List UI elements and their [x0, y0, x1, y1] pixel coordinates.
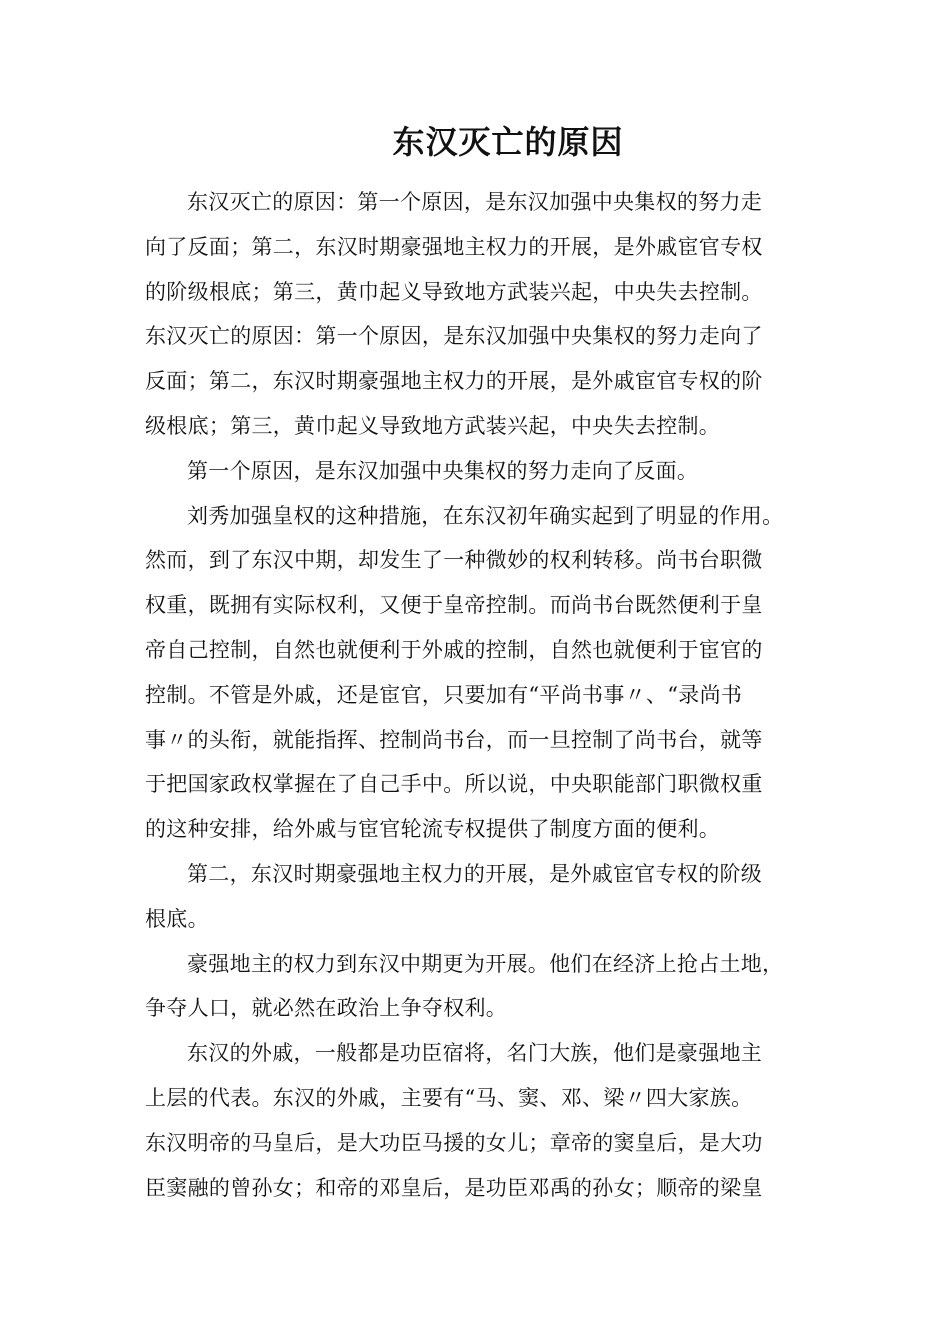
document-body: [145, 180, 810, 1210]
text-line: 第二，东汉时期豪强地主权力的开展，是外戚宦官专权的阶级: [187, 861, 763, 886]
text-line: 臣窦融的曾孙女；和帝的邓皇后，是功臣邓禹的孙女；顺帝的梁皇: [145, 1175, 763, 1200]
text-line: 的这种安排，给外戚与宦官轮流专权提供了制度方面的便利。: [145, 817, 721, 842]
text-line: 第一个原因，是东汉加强中央集权的努力走向了反面。: [187, 458, 699, 483]
text-line: 豪强地主的权力到东汉中期更为开展。他们在经济上抢占土地，: [187, 951, 784, 976]
document-title: 东汉灭亡的原因: [392, 123, 624, 161]
text-line: 的阶级根底；第三，黄巾起义导致地方武装兴起，中央失去控制。: [145, 279, 763, 304]
text-line: 刘秀加强皇权的这种措施，在东汉初年确实起到了明显的作用。: [187, 503, 784, 528]
text-line: 东汉明帝的马皇后，是大功臣马援的女儿；章帝的窦皇后，是大功: [145, 1130, 763, 1155]
text-line: 于把国家政权掌握在了自己手中。所以说，中央职能部门职微权重: [145, 772, 763, 797]
text-line: 帝自己控制，自然也就便利于外戚的控制，自然也就便利于宦官的: [145, 637, 763, 662]
text-line: 东汉灭亡的原因：第一个原因，是东汉加强中央集权的努力走: [187, 190, 763, 214]
text-line: 东汉的外戚，一般都是功臣宿将，名门大族，他们是豪强地主: [187, 1041, 763, 1066]
text-line: 事〃的头衔，就能指挥、控制尚书台，而一旦控制了尚书台，就等: [145, 727, 763, 752]
text-line: 向了反面；第二，东汉时期豪强地主权力的开展，是外戚宦官专权: [145, 234, 763, 259]
text-line: 争夺人口，就必然在政治上争夺权利。: [145, 996, 508, 1021]
text-line: 东汉灭亡的原因：第一个原因，是东汉加强中央集权的努力走向了: [145, 324, 763, 349]
text-line: 上层的代表。东汉的外戚，主要有“马、窦、邓、梁〃四大家族。: [145, 1085, 753, 1110]
text-line: 根底。: [145, 906, 209, 931]
text-line: 然而，到了东汉中期，却发生了一种微妙的权利转移。尚书台职微: [145, 548, 763, 573]
text-line: 级根底；第三，黄巾起义导致地方武装兴起，中央失去控制。: [145, 413, 721, 438]
text-line: 权重，既拥有实际权利，又便于皇帝控制。而尚书台既然便利于皇: [145, 593, 763, 618]
text-line: 控制。不管是外戚，还是宦官，只要加有“平尚书事〃、“录尚书: [145, 682, 743, 707]
text-line: 反面；第二，东汉时期豪强地主权力的开展，是外戚宦官专权的阶: [145, 369, 763, 394]
